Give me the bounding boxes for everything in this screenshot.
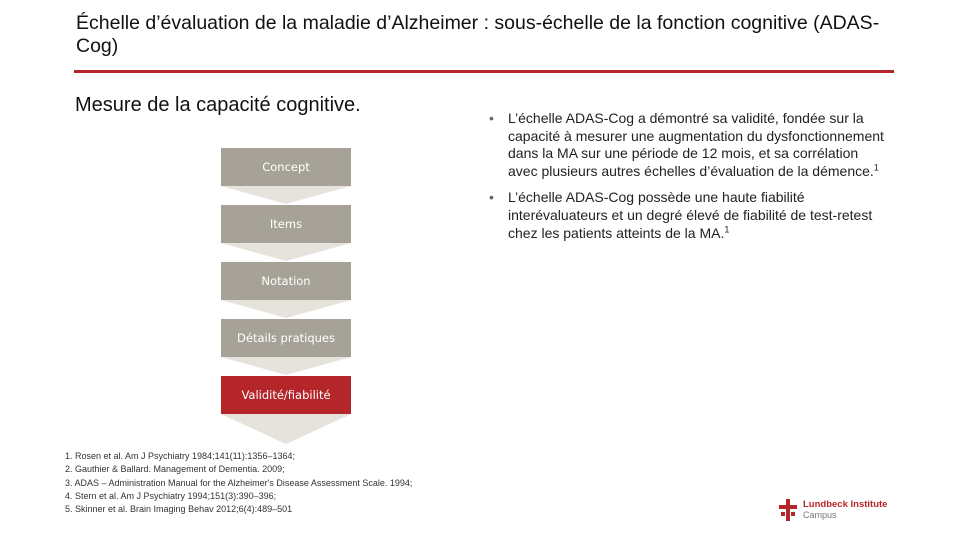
bullet-item bbox=[489, 110, 889, 180]
step-notation: Notation bbox=[221, 262, 351, 300]
step-validite-fiabilite: Validité/fiabilité bbox=[221, 376, 351, 414]
citation-superscript: 1 bbox=[873, 162, 879, 173]
step-items: Items bbox=[221, 205, 351, 243]
bullet-text: L’échelle ADAS-Cog a démontré sa validité, fondée sur la capacité à mesurer une augmentation du dysfonctionnement dans la MA sur une période de 12 mois, et sa corrélation avec plusieurs autres échelles d’évaluation de la démence. bbox=[508, 110, 884, 179]
step-details-pratiques: Détails pratiques bbox=[221, 319, 351, 357]
reference-item: 2. Gauthier & Ballard. Management of Dementia. 2009; bbox=[65, 464, 285, 475]
reference-item: 5. Skinner et al. Brain Imaging Behav 2012;6(4):489–501 bbox=[65, 504, 293, 515]
step-concept: Concept bbox=[221, 148, 351, 186]
step-arrow-final bbox=[221, 414, 351, 444]
lundbeck-logo bbox=[779, 498, 887, 522]
cross-logo-icon bbox=[779, 499, 797, 521]
reference-item: 1. Rosen et al. Am J Psychiatry 1984;141(11):1356–1364; bbox=[65, 451, 295, 461]
slide-title: Échelle d’évaluation de la maladie d’Alzheimer : sous-échelle de la fonction cognitive (ADAS-Cog) bbox=[76, 12, 880, 57]
bullet-item bbox=[489, 189, 889, 242]
bullet-text: L’échelle ADAS-Cog possède une haute fiabilité interévaluateurs et un degré élevé de fiabilité de test-retest chez les patients atteints de la MA. bbox=[508, 189, 873, 241]
step-arrow bbox=[221, 357, 351, 375]
bullet-marker: • bbox=[489, 110, 494, 126]
citation-superscript: 1 bbox=[724, 223, 730, 234]
logo-subname: Campus bbox=[803, 510, 837, 520]
reference-item: 4. Stern et al. Am J Psychiatry 1994;151(3):390–396; bbox=[65, 490, 277, 501]
reference-item: 3. ADAS – Administration Manual for the Alzheimer's Disease Assessment Scale. 1994; bbox=[65, 477, 413, 488]
references-list bbox=[65, 450, 412, 516]
logo-name: Lundbeck Institute bbox=[803, 499, 888, 510]
bullet-marker: • bbox=[489, 189, 494, 206]
step-arrow bbox=[221, 300, 351, 318]
title-divider bbox=[74, 70, 894, 73]
step-arrow bbox=[221, 186, 351, 204]
slide-subtitle: Mesure de la capacité cognitive. bbox=[75, 94, 361, 116]
bullet-list bbox=[489, 110, 889, 251]
step-arrow bbox=[221, 243, 351, 261]
